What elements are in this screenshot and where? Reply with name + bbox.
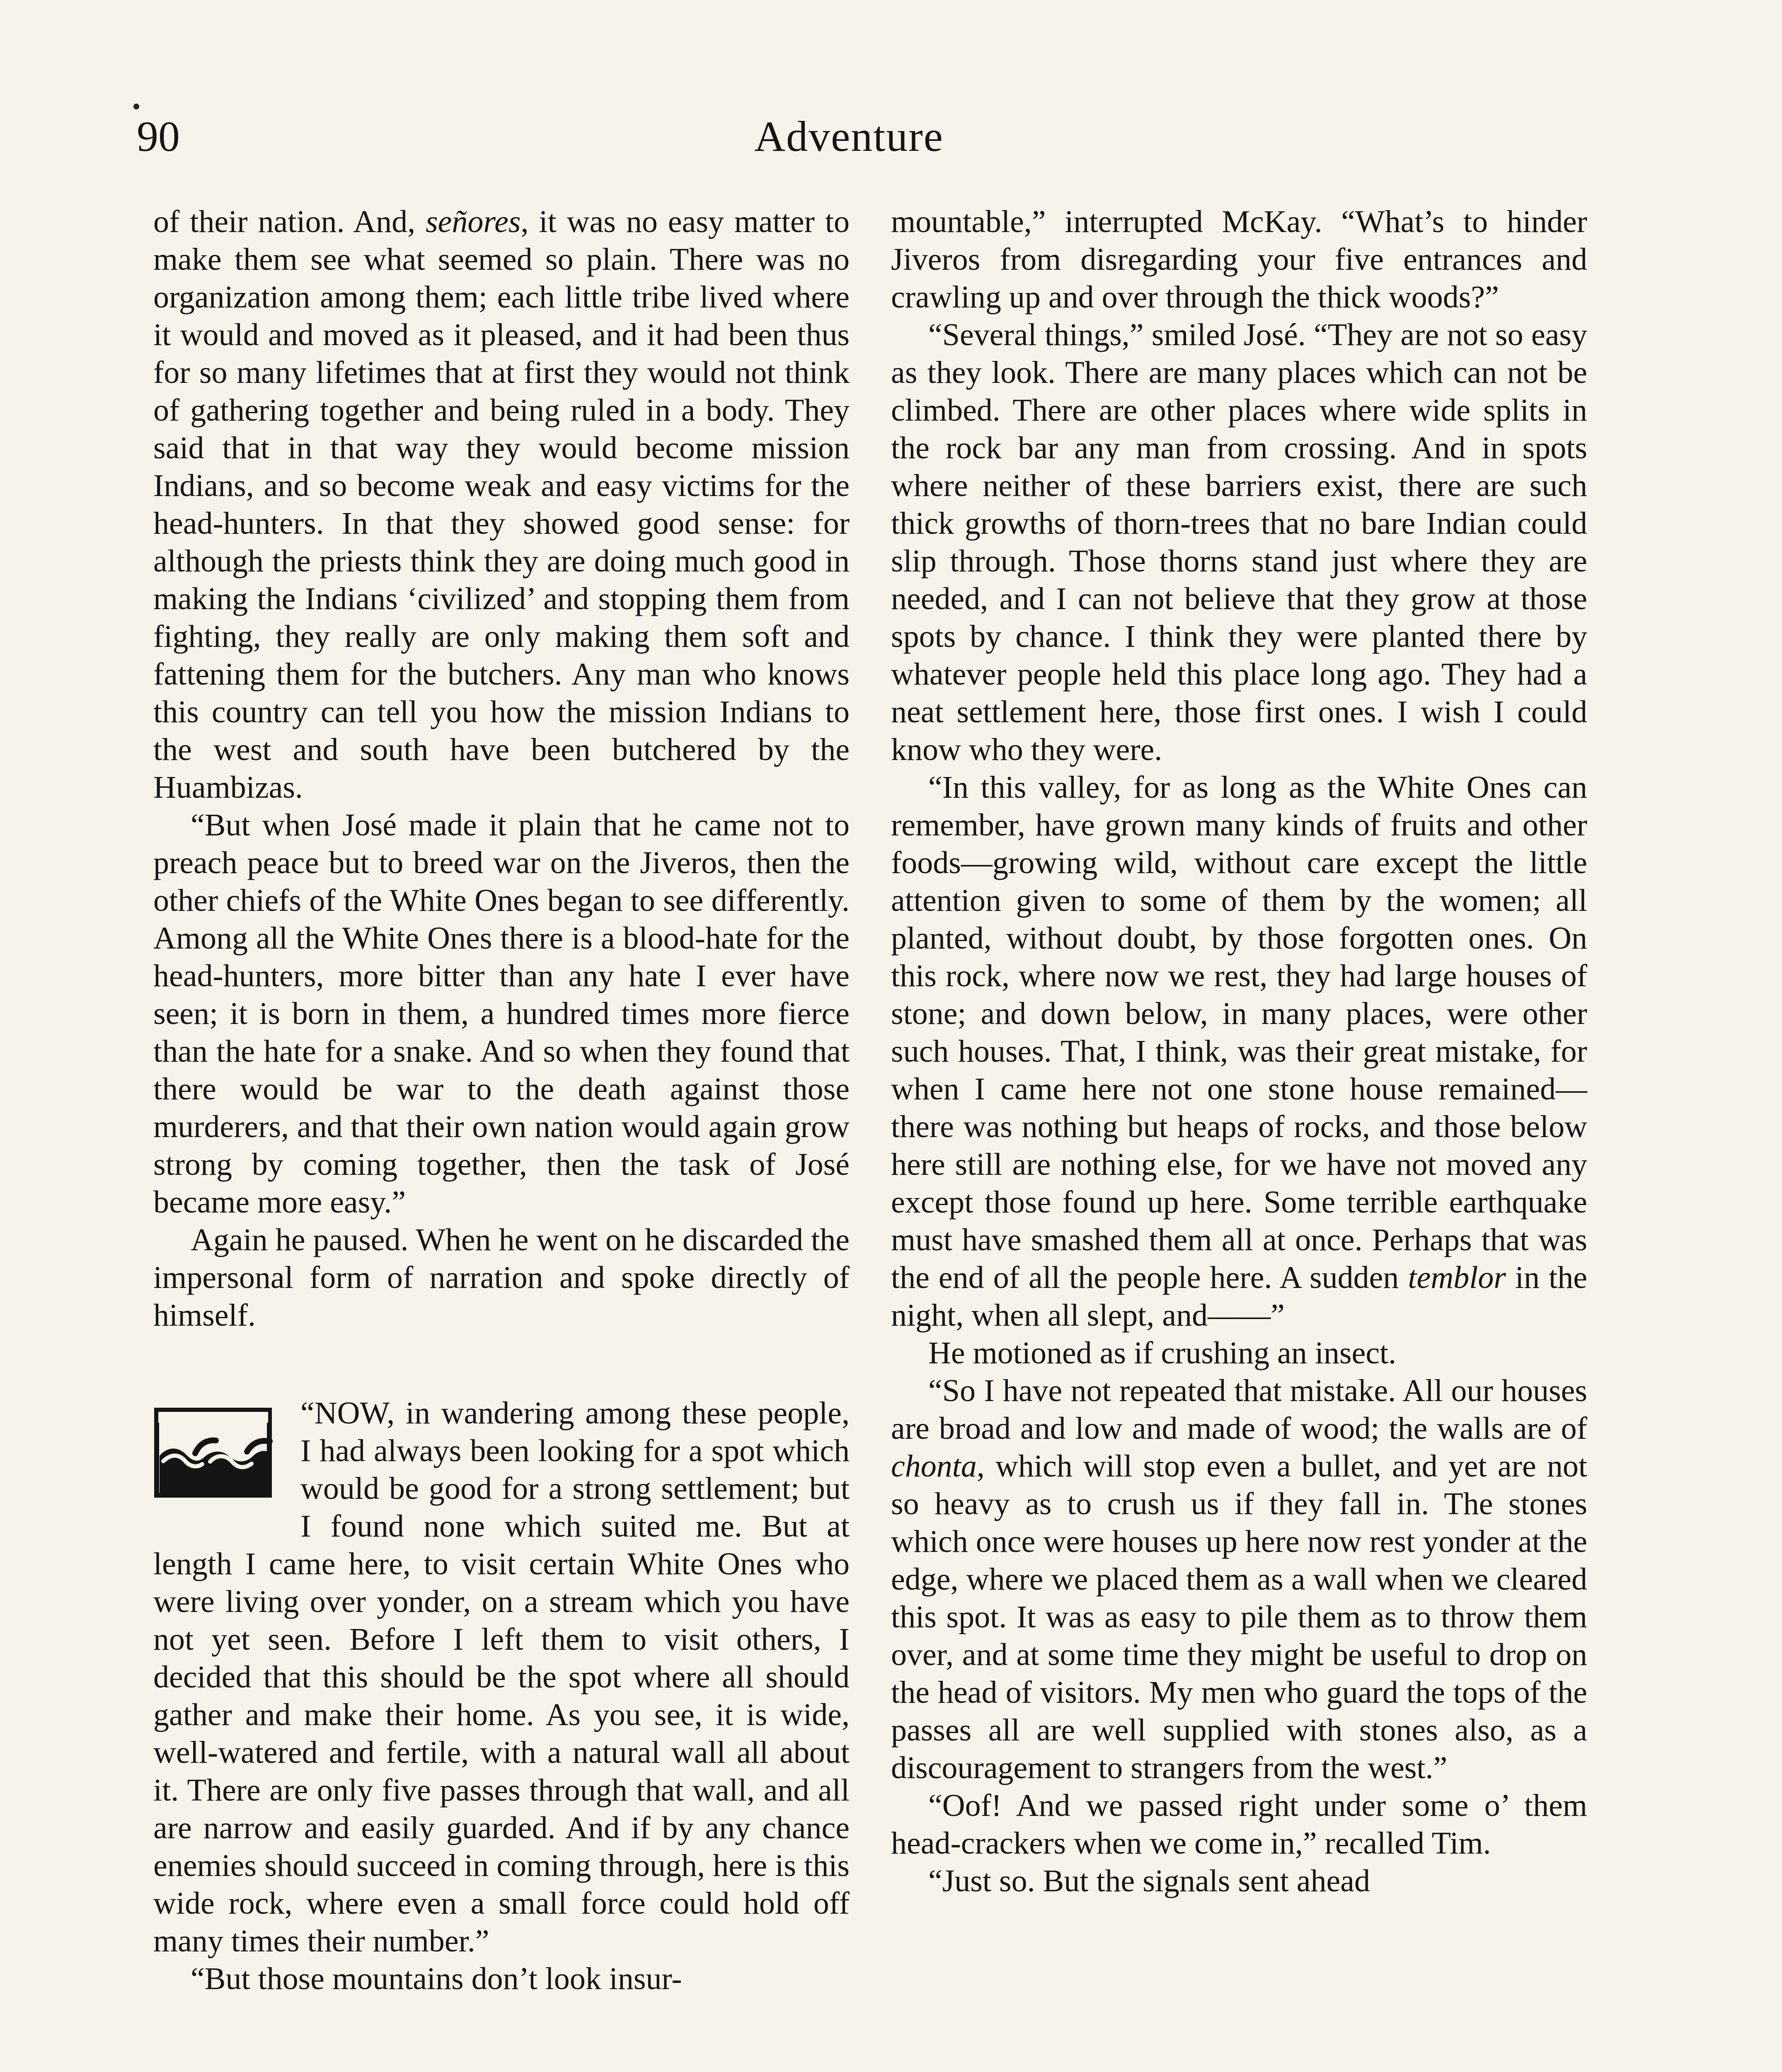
left-paragraph-5: “But those mountains don’t look insur- bbox=[191, 1961, 682, 1996]
left-paragraph-1-text-a: of their nation. And, bbox=[153, 204, 426, 239]
right-paragraph-5-text-a: “So I have not repeated that mistake. All our houses are broad and low and made of wood; the walls are of bbox=[891, 1373, 1587, 1446]
page-dot bbox=[133, 104, 139, 109]
running-head: Adventure bbox=[754, 113, 944, 160]
left-paragraph-2: “But when José made it plain that he came not to preach peace but to breed war on the Jiveros, then the other chiefs of the White Ones began to see differently. Among all the White Ones there is a blood-hate for the head-hunters, more bitter than any hate I ever have seen; it is born in them, a hundred times more fierce than the hate for a snake. And so when they found that there would be war to the death against those murderers, and that their own nation would again grow strong by coming together, then the task of José became more easy.” bbox=[153, 808, 850, 1220]
left-paragraph-1-text-b: , it was no easy matter to make them see what seemed so plain. There was no organization among them; each little tribe lived where it would and moved as it pleased, and it had been thus for so many lifetimes that at first they would not think of gathering together and being ruled in a body. They said that in that way they would become mission Indians, and so become weak and easy victims for the head-hunters. In that they showed good sense: for although the priests think they are doing much good in making the Indians ‘civilized’ and stopping them from fighting, they really are only making them soft and fattening them for the butchers. Any man who knows this country can tell you how the mission Indians to the west and south have been butchered by the Huambizas. bbox=[153, 204, 850, 805]
right-column bbox=[891, 203, 1587, 1900]
right-paragraph-4: He motioned as if crushing an insect. bbox=[928, 1336, 1397, 1370]
wave-ornament-icon bbox=[153, 1403, 276, 1506]
right-paragraph-3-text-a: “In this valley, for as long as the White Ones can remember, have grown many kinds of fruits and other foods—growing wild, without care except the little attention given to some of them by the women; all planted, without doubt, by those forgotten ones. On this rock, where now we rest, they had large houses of stone; and down below, in many places, were other such houses. That, I think, was their great mistake, for when I came here not one stone house remained—there was nothing but heaps of rocks, and those below here still are nothing else, for we have not moved any except those found up here. Some terrible earthquake must have smashed them all at once. Perhaps that was the end of all the people here. A sudden bbox=[891, 770, 1587, 1295]
right-paragraph-3 bbox=[891, 769, 1587, 1334]
left-paragraph-1 bbox=[153, 203, 850, 806]
right-paragraph-3-text-b: in the night, when all slept, and——” bbox=[891, 1260, 1588, 1333]
left-paragraph-3: Again he paused. When he went on he discarded the impersonal form of narration and spoke directly of himself. bbox=[153, 1222, 850, 1333]
right-paragraph-2: “Several things,” smiled José. “They are not so easy as they look. There are many places which can not be climbed. There are other places where wide splits in the rock bar any man from crossing. And in spots where neither of these barriers exist, there are such thick growths of thorn-trees that no bare Indian could slip through. Those thorns stand just where they are needed, and I can not believe that they grow at those spots by chance. I think they were planted there by whatever people held this place long ago. They had a neat settlement here, those first ones. I wish I could know who they were. bbox=[891, 317, 1587, 767]
left-column bbox=[153, 203, 850, 1998]
right-paragraph-3-italic: temblor bbox=[1408, 1260, 1506, 1295]
left-paragraph-1-italic: señores bbox=[426, 204, 521, 239]
right-paragraph-5 bbox=[891, 1372, 1587, 1787]
right-paragraph-5-italic: chonta bbox=[891, 1449, 977, 1484]
right-paragraph-7: “Just so. But the signals sent ahead bbox=[928, 1864, 1370, 1898]
right-paragraph-5-text-b: , which will stop even a bullet, and yet are not so heavy as to crush us if they fall in. The stones which once were houses up here now rest yonder at the edge, where we placed them as a wall when we cleared this spot. It was as easy to pile them as to throw them over, and at some time they might be useful to drop on the head of visitors. My men who guard the tops of the passes all are well supplied with stones also, as a discouragement to strangers from the west.” bbox=[891, 1449, 1587, 1785]
right-paragraph-1: mountable,” interrupted McKay. “What’s to hinder Jiveros from disregarding your five entrances and crawling up and over through the thick woods?” bbox=[891, 204, 1587, 315]
right-paragraph-6: “Oof! And we passed right under some o’ them head-crackers when we come in,” recalled Tim. bbox=[891, 1788, 1587, 1861]
page-number: 90 bbox=[137, 113, 180, 160]
left-paragraph-4-text: “NOW, in wandering among these people, I had always been looking for a spot which would be good for a strong settlement; but I found none which suited me. But at length I came here, to visit certain White Ones who were living over yonder, on a stream which you have not yet seen. Before I left them to visit others, I decided that this should be the spot where all should gather and make their home. As you see, it is wide, well-watered and fertile, with a natural wall all about it. There are only five passes through that wall, and all are narrow and easily guarded. And if by any chance enemies should succeed in coming through, here is this wide rock, where even a small force could hold off many times their number.” bbox=[153, 1396, 850, 1958]
left-paragraph-4 bbox=[153, 1394, 850, 1960]
